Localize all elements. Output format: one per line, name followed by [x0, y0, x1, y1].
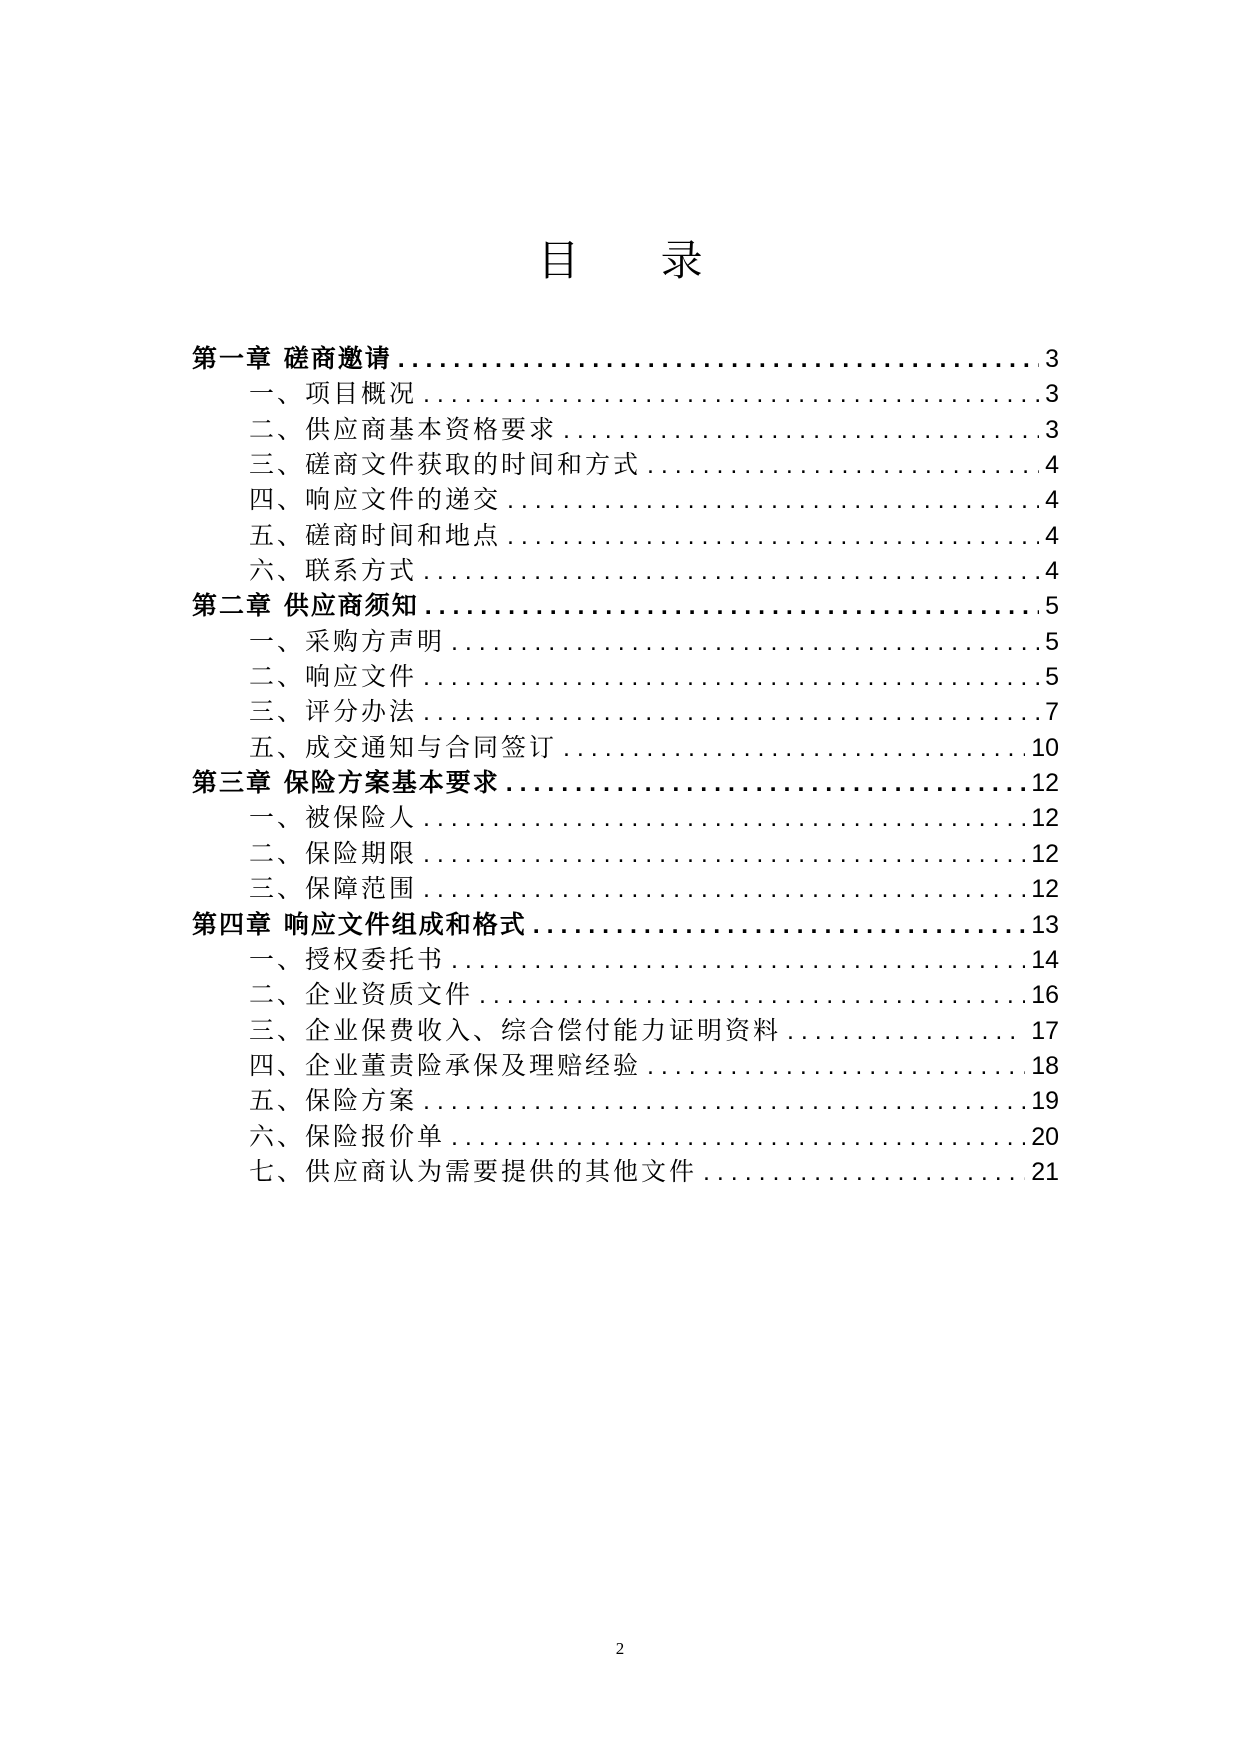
toc-entry-label: 二、响应文件	[249, 662, 418, 692]
toc-entry-page: 4	[1045, 521, 1059, 550]
toc-dot-leader	[423, 837, 1025, 872]
toc-entry-page: 5	[1045, 627, 1059, 656]
toc-entry-label: 三、企业保费收入、综合偿付能力证明资料	[249, 1015, 782, 1045]
toc-entry-page: 12	[1031, 769, 1059, 798]
toc-dot-leader	[507, 519, 1039, 554]
toc-entry[interactable]	[192, 800, 1059, 835]
toc-dot-leader	[787, 1014, 1025, 1049]
toc-dot-leader	[423, 377, 1039, 412]
page-number: 2	[615, 1639, 625, 1658]
toc-entry-label: 四、企业董责险承保及理赔经验	[249, 1050, 642, 1080]
toc-dot-leader	[423, 660, 1039, 695]
toc-entry-page: 4	[1045, 486, 1059, 515]
toc-dot-leader	[647, 1049, 1025, 1084]
toc-entry-page: 12	[1031, 839, 1059, 868]
toc-dot-leader	[451, 625, 1039, 660]
toc-entry-page: 14	[1031, 945, 1059, 974]
toc-entry-page: 5	[1045, 663, 1059, 692]
toc-entry-label: 一、被保险人	[249, 803, 418, 833]
toc-entry[interactable]	[192, 553, 1059, 588]
toc-entry-page: 17	[1031, 1016, 1059, 1045]
toc-entry[interactable]	[192, 871, 1059, 906]
toc-entry-page: 16	[1031, 981, 1059, 1010]
toc-dot-leader	[423, 872, 1025, 907]
toc-entry[interactable]	[192, 694, 1059, 729]
toc-entry-page: 18	[1031, 1051, 1059, 1080]
toc-dot-leader	[563, 413, 1039, 448]
toc-entry[interactable]	[192, 659, 1059, 694]
toc-dot-leader	[479, 978, 1025, 1013]
toc-entry-label: 第四章 响应文件组成和格式	[192, 909, 527, 939]
toc-entry[interactable]	[192, 518, 1059, 553]
toc-entry-label: 二、保险期限	[249, 838, 418, 868]
toc-entry-label: 七、供应商认为需要提供的其他文件	[249, 1156, 698, 1186]
toc-entry[interactable]	[192, 836, 1059, 871]
toc-entry-page: 7	[1045, 698, 1059, 727]
toc-entry[interactable]	[192, 1119, 1059, 1154]
toc-entry-label: 一、授权委托书	[249, 944, 446, 974]
toc-dot-leader	[423, 801, 1025, 836]
toc-entry-label: 一、采购方声明	[249, 626, 446, 656]
toc-entry[interactable]	[192, 1013, 1059, 1048]
toc-entry-label: 四、响应文件的递交	[249, 485, 502, 515]
toc-entry-label: 五、保险方案	[249, 1086, 418, 1116]
toc-entry[interactable]	[192, 765, 1059, 800]
toc-entry-page: 19	[1031, 1087, 1059, 1116]
toc-entry-page: 12	[1031, 875, 1059, 904]
toc-entry-page: 4	[1045, 557, 1059, 586]
toc-entry-label: 三、保障范围	[249, 874, 418, 904]
toc-entry[interactable]	[192, 624, 1059, 659]
toc-entry[interactable]	[192, 1048, 1059, 1083]
toc-entry[interactable]	[192, 1154, 1059, 1189]
toc-entry-page: 21	[1031, 1157, 1059, 1186]
toc-entry-label: 第一章 磋商邀请	[192, 344, 392, 373]
toc-entry-label: 三、评分办法	[249, 697, 418, 727]
toc-entry-label: 一、项目概况	[249, 379, 418, 409]
toc-entry-label: 二、企业资质文件	[249, 980, 474, 1010]
toc-entry-page: 13	[1031, 910, 1059, 939]
toc-entry-label: 六、保险报价单	[249, 1121, 446, 1151]
toc-dot-leader	[533, 908, 1025, 943]
toc-dot-leader	[507, 483, 1039, 518]
toc-entry[interactable]	[192, 376, 1059, 411]
page-title: 目 录	[537, 236, 737, 285]
toc-entry[interactable]	[192, 588, 1059, 623]
toc-dot-leader	[451, 943, 1025, 978]
toc-entry[interactable]	[192, 341, 1059, 376]
toc-entry-page: 3	[1045, 345, 1059, 373]
toc-dot-leader	[425, 589, 1039, 624]
toc-entry-page: 4	[1045, 451, 1059, 480]
toc-dot-leader	[423, 1084, 1025, 1119]
toc-entry[interactable]	[192, 412, 1059, 447]
toc-entry[interactable]	[192, 977, 1059, 1012]
toc-dot-leader	[423, 695, 1039, 730]
toc-entry-label: 第三章 保险方案基本要求	[192, 768, 500, 798]
toc-entry-label: 二、供应商基本资格要求	[249, 414, 558, 444]
toc-entry[interactable]	[192, 907, 1059, 942]
toc-dot-leader	[703, 1155, 1025, 1190]
toc-entry[interactable]	[192, 730, 1059, 765]
toc-entry-label: 第二章 供应商须知	[192, 591, 419, 621]
toc-entry-label: 六、联系方式	[249, 556, 418, 586]
toc-dot-leader	[506, 766, 1025, 801]
toc-entry[interactable]	[192, 942, 1059, 977]
toc-entry-page: 10	[1031, 733, 1059, 762]
toc-entry-page: 12	[1031, 804, 1059, 833]
toc-dot-leader	[398, 342, 1039, 377]
toc-dot-leader	[563, 731, 1025, 766]
toc-dot-leader	[451, 1120, 1025, 1155]
toc-entry-page: 3	[1045, 415, 1059, 444]
toc-entry-label: 五、成交通知与合同签订	[249, 732, 558, 762]
table-of-contents	[192, 341, 1059, 1189]
toc-entry[interactable]	[192, 1083, 1059, 1118]
toc-entry-label: 五、磋商时间和地点	[249, 520, 502, 550]
toc-dot-leader	[423, 554, 1039, 589]
toc-entry[interactable]	[192, 447, 1059, 482]
toc-entry-label: 三、磋商文件获取的时间和方式	[249, 450, 642, 480]
toc-entry-page: 3	[1045, 380, 1059, 409]
toc-entry-page: 20	[1031, 1122, 1059, 1151]
toc-entry-page: 5	[1045, 592, 1059, 621]
toc-dot-leader	[647, 448, 1039, 483]
toc-entry[interactable]	[192, 482, 1059, 517]
